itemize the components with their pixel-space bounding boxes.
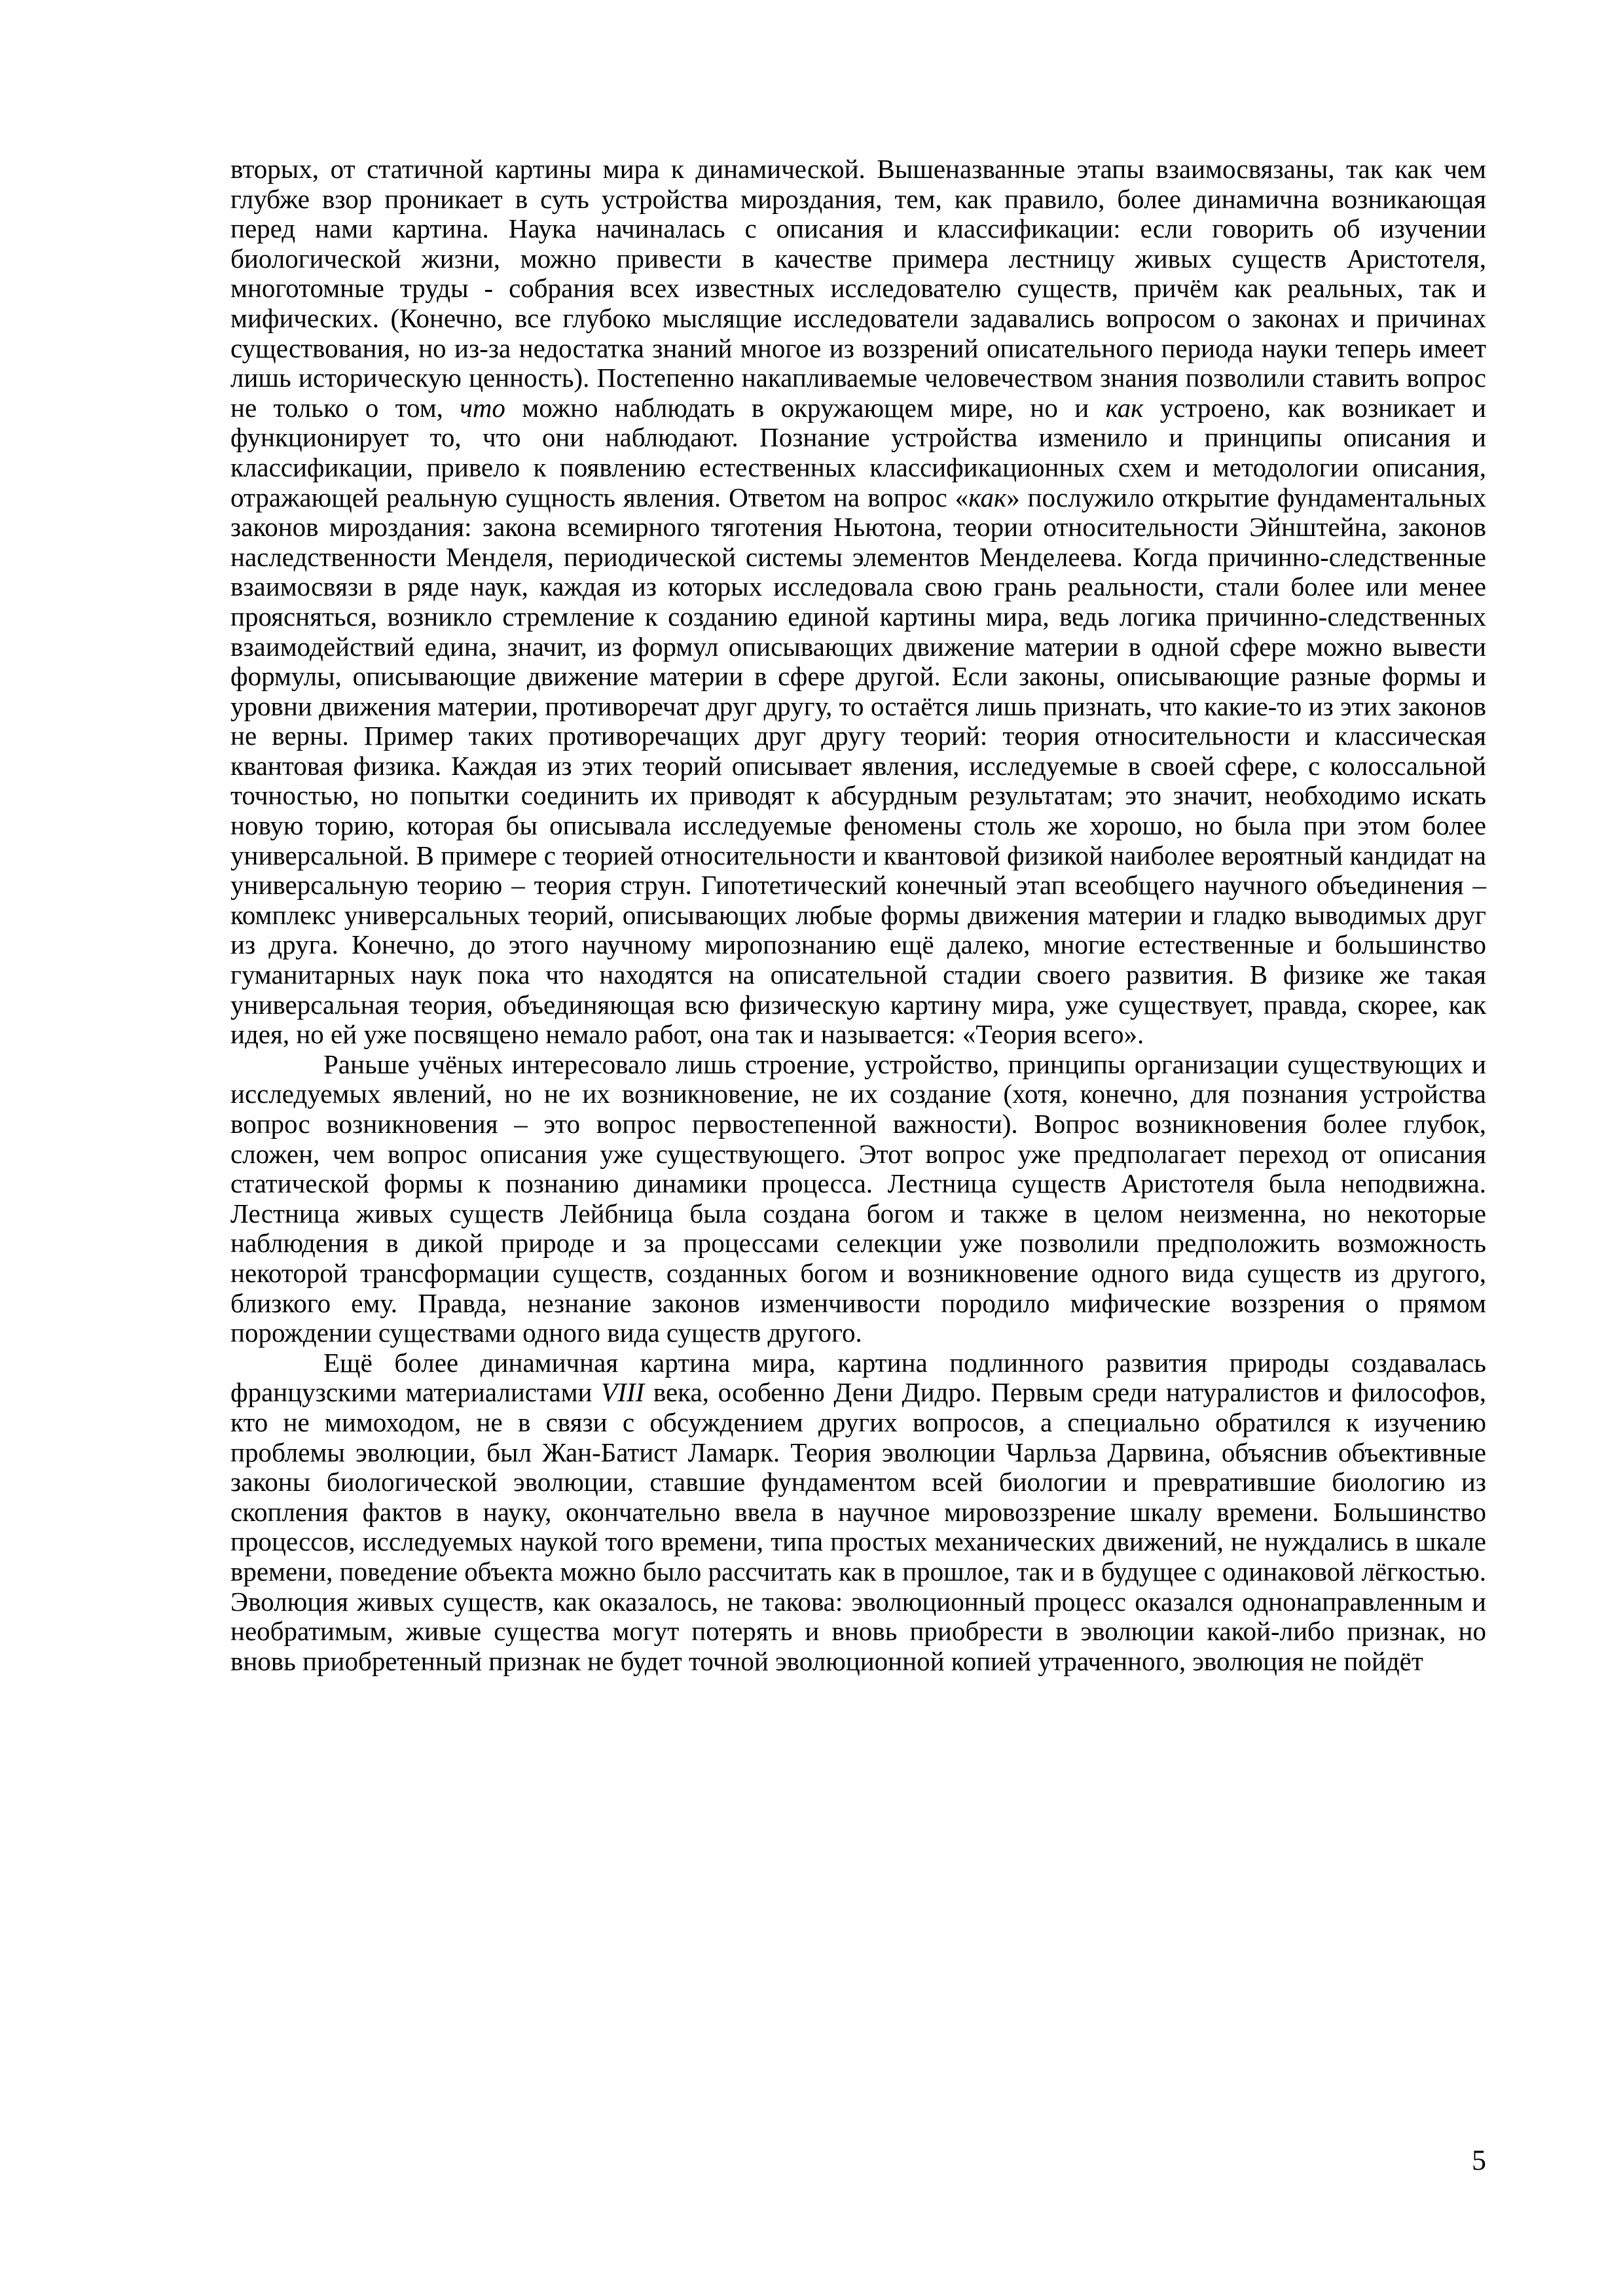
page-number: 5 (1472, 2144, 1486, 2176)
paragraph (230, 1050, 1486, 1348)
text-segment: Ещё более динамичная картина мира, картина подлинного развития природы создавалась французскими материалистами (230, 1347, 1486, 1408)
italic-text: что (460, 392, 505, 423)
text-segment: устроено, как возникает и функционирует то, что они наблюдают. Познание устройства изменило и принципы описания и классификации, привело к появлению естественных классификационных схем и методологии описания, отражающей реальную сущность явления. Ответом на вопрос « (230, 392, 1486, 512)
body-text (230, 154, 1486, 1676)
paragraph (230, 154, 1486, 1050)
text-segment: Раньше учёных интересовало лишь строение, устройство, принципы организации существующих и исследуемых явлений, но не их возникновение, не их создание (хотя, конечно, для познания устройства вопрос возникновения – это вопрос первостепенной важности). Вопрос возникновения более глубок, сложен, чем вопрос описания уже существующего. Этот вопрос уже предполагает переход от описания статической формы к познанию динамики процесса. Лестница существ Аристотеля была неподвижна. Лестница живых существ Лейбница была создана богом и также в целом неизменна, но некоторые наблюдения в дикой природе и за процессами селекции уже позволили предположить возможность некоторой трансформации существ, созданных богом и возникновение одного вида существ из другого, близкого ему. Правда, незнание законов изменчивости породило мифические воззрения о прямом порождении существами одного вида существ другого. (230, 1049, 1486, 1348)
paragraph (230, 1348, 1486, 1677)
text-segment: вторых, от статичной картины мира к динамической. Вышеназванные этапы взаимосвязаны, так как чем глубже взор проникает в суть устройства мироздания, тем, как правило, более динамична возникающая перед нами картина. Наука начиналась с описания и классификации: если говорить об изучении биологической жизни, можно привести в качестве примера лестницу живых существ Аристотеля, многотомные труды - собрания всех известных исследователю существ, причём как реальных, так и мифических. (Конечно, все глубоко мыслящие исследователи задавались вопросом о законах и причинах существования, но из-за недостатка знаний многое из воззрений описательного периода науки теперь имеет лишь историческую ценность). Постепенно накапливаемые человечеством знания позволили ставить вопрос не только о том, (230, 154, 1486, 423)
italic-text: VIII (601, 1377, 645, 1408)
italic-text: как (968, 482, 1007, 512)
italic-text: как (1105, 392, 1144, 423)
text-segment: можно наблюдать в окружающем мире, но и (505, 392, 1106, 423)
text-segment: » послужило открытие фундаментальных законов мироздания: закона всемирного тяготения Ньютона, теории относительности Эйнштейна, законов наследственности Менделя, периодической системы элементов Менделеева. Когда причинно-следственные взаимосвязи в ряде наук, каждая из которых исследовала свою грань реальности, стали более или менее проясняться, возникло стремление к созданию единой картины мира, ведь логика причинно-следственных взаимодействий едина, значит, из формул описывающих движение материи в одной сфере можно вывести формулы, описывающие движение материи в сфере другой. Если законы, описывающие разные формы и уровни движения материи, противоречат друг другу, то остаётся лишь признать, что какие-то из этих законов не верны. Пример таких противоречащих друг другу теорий: теория относительности и классическая квантовая физика. Каждая из этих теорий описывает явления, исследуемые в своей сфере, с колоссальной точностью, но попытки соединить их приводят к абсурдным результатам; это значит, необходимо искать новую торию, которая бы описывала исследуемые феномены столь же хорошо, но была при этом более универсальной. В примере с теорией относительности и квантовой физикой наиболее вероятный кандидат на универсальную теорию – теория струн. Гипотетический конечный этап всеобщего научного объединения – комплекс универсальных теорий, описывающих любые формы движения материи и гладко выводимых друг из друга. Конечно, до этого научному миропознанию ещё далеко, многие естественные и большинство гуманитарных наук пока что находятся на описательной стадии своего развития. В физике же такая универсальная теория, объединяющая всю физическую картину мира, уже существует, правда, скорее, как идея, но ей уже посвящено немало работ, она так и называется: «Теория всего». (230, 482, 1486, 1050)
text-segment: века, особенно Дени Дидро. Первым среди натуралистов и философов, кто не мимоходом, не в связи с обсуждением других вопросов, а специально обратился к изучению проблемы эволюции, был Жан-Батист Ламарк. Теория эволюции Чарльза Дарвина, объяснив объективные законы биологической эволюции, ставшие фундаментом всей биологии и превратившие биологию из скопления фактов в науку, окончательно ввела в научное мировоззрение шкалу времени. Большинство процессов, исследуемых наукой того времени, типа простых механических движений, не нуждались в шкале времени, поведение объекта можно было рассчитать как в прошлое, так и в будущее с одинаковой лёгкостью. Эволюция живых существ, как оказалось, не такова: эволюционный процесс оказался однонаправленным и необратимым, живые существа могут потерять и вновь приобрести в эволюции какой-либо признак, но вновь приобретенный признак не будет точной эволюционной копией утраченного, эволюция не пойдёт (230, 1377, 1486, 1676)
